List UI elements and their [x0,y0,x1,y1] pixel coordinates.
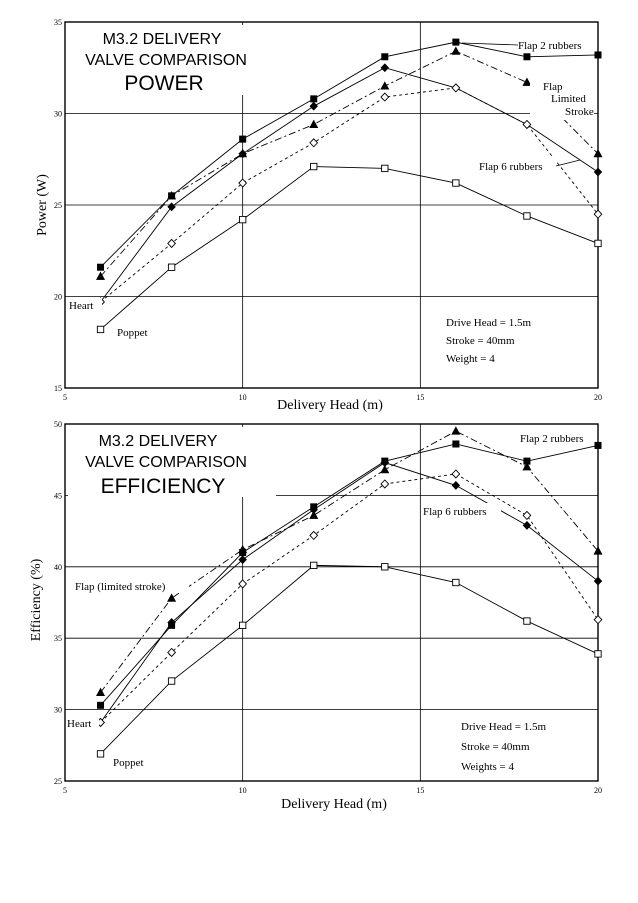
power-title-line-2: VALVE COMPARISON [85,52,247,69]
efficiency-point-flap-6-rubbers-18 [523,511,531,519]
efficiency-y-tick-40: 40 [54,562,62,572]
efficiency-y-tick-25: 25 [54,777,62,786]
power-point-heart-14 [381,64,389,72]
efficiency-point-flap-6-rubbers-20 [594,616,602,624]
efficiency-y-tick-50: 50 [54,420,62,429]
efficiency-x-tick-20: 20 [594,786,602,795]
power-title-line-1: M3.2 DELIVERY [102,31,222,48]
efficiency-point-flap-2-rubbers-20 [595,442,601,448]
power-point-flap-2-rubbers-10 [239,136,245,142]
power-point-flap-2-rubbers-6 [97,264,103,270]
efficiency-y-tick-35: 35 [54,634,62,644]
power-point-poppet-12 [311,163,317,169]
power-y-tick-30: 30 [54,109,62,119]
power-title-line-3: POWER [124,72,204,95]
power-condition-stroke: Stroke = 40mm [446,335,515,347]
power-y-tick-25: 25 [54,201,62,210]
power-point-flap-limited-stroke-14 [381,82,389,89]
power-x-tick-5: 5 [63,393,67,402]
efficiency-point-flap-limited-stroke-8 [168,594,176,601]
power-series-line-poppet [101,167,598,330]
efficiency-point-heart-16 [452,481,460,489]
efficiency-label-flap-2-rubbers: Flap 2 rubbers [520,433,584,445]
efficiency-x-tick-5: 5 [63,786,67,795]
power-point-poppet-14 [382,165,388,171]
power-point-flap-2-rubbers-20 [595,52,601,58]
power-point-flap-6-rubbers-16 [452,84,460,92]
efficiency-condition-drive-head: Drive Head = 1.5m [461,721,547,733]
power-conditions [446,317,531,365]
efficiency-label-poppet: Poppet [113,757,144,769]
efficiency-point-poppet-8 [168,678,174,684]
power-point-poppet-20 [595,240,601,246]
efficiency-point-poppet-6 [97,751,103,757]
power-point-poppet-8 [168,264,174,270]
power-label-heart: Heart [69,300,94,312]
power-chart [35,18,602,413]
power-point-heart-12 [310,102,318,110]
power-point-flap-2-rubbers-12 [311,96,317,102]
efficiency-label-flap-6-rubbers: Flap 6 rubbers [423,506,487,518]
efficiency-point-flap-6-rubbers-16 [452,470,460,478]
power-y-axis-label: Power (W) [35,174,50,236]
power-point-poppet-16 [453,180,459,186]
power-label-flap-limited-1: Flap [543,81,563,93]
efficiency-condition-weights: Weights = 4 [461,761,514,773]
efficiency-title-line-3: EFFICIENCY [100,475,226,498]
efficiency-series-line-flap-6-rubbers [101,474,598,722]
efficiency-point-flap-2-rubbers-16 [453,441,459,447]
power-point-flap-6-rubbers-8 [168,239,176,247]
power-point-flap-2-rubbers-14 [382,54,388,60]
efficiency-point-flap-6-rubbers-12 [310,531,318,539]
efficiency-conditions [461,721,546,773]
power-point-poppet-18 [524,213,530,219]
efficiency-point-poppet-20 [595,651,601,657]
efficiency-point-flap-limited-stroke-16 [452,427,460,434]
power-point-flap-2-rubbers-16 [453,39,459,45]
efficiency-point-flap-2-rubbers-6 [97,702,103,708]
power-point-poppet-10 [239,216,245,222]
efficiency-label-flap-limited-stroke: Flap (limited stroke) [75,581,166,593]
power-point-flap-6-rubbers-12 [310,139,318,147]
efficiency-chart [29,420,602,812]
power-point-flap-6-rubbers-14 [381,93,389,101]
power-x-tick-20: 20 [594,393,602,402]
power-title-box [75,25,283,95]
efficiency-point-poppet-18 [524,618,530,624]
efficiency-x-tick-10: 10 [238,786,247,795]
power-point-flap-limited-stroke-16 [452,47,460,54]
efficiency-point-heart-20 [594,577,602,585]
efficiency-title-box [68,427,276,498]
efficiency-point-flap-6-rubbers-14 [381,480,389,488]
efficiency-point-poppet-12 [311,562,317,568]
efficiency-condition-stroke: Stroke = 40mm [461,741,530,753]
efficiency-point-poppet-16 [453,579,459,585]
power-label-flap-6-rubbers: Flap 6 rubbers [479,161,543,173]
efficiency-y-tick-45: 45 [54,491,62,501]
power-condition-weight: Weight = 4 [446,353,495,365]
power-point-flap-limited-stroke-18 [523,78,531,85]
power-point-heart-20 [594,168,602,176]
power-point-flap-limited-stroke-12 [310,120,318,127]
efficiency-title-line-2: VALVE COMPARISON [85,454,247,471]
power-label-flap-2-rubbers: Flap 2 rubbers [518,40,582,52]
power-x-axis-label: Delivery Head (m) [277,398,383,413]
efficiency-x-tick-15: 15 [416,786,425,795]
power-x-tick-10: 10 [238,393,247,402]
power-label-flap-limited-2: Limited [551,93,586,105]
efficiency-point-poppet-14 [382,564,388,570]
efficiency-x-axis-label: Delivery Head (m) [281,797,387,812]
power-point-flap-2-rubbers-18 [524,54,530,60]
power-x-tick-15: 15 [416,393,425,402]
power-point-heart-8 [168,203,176,211]
power-point-poppet-6 [97,326,103,332]
efficiency-point-poppet-10 [239,622,245,628]
power-y-tick-15: 15 [54,384,62,393]
efficiency-point-heart-18 [523,521,531,529]
power-condition-drive-head: Drive Head = 1.5m [446,317,532,329]
efficiency-y-axis-label: Efficiency (%) [29,558,44,642]
efficiency-y-tick-30: 30 [54,705,62,715]
power-label-poppet: Poppet [117,327,148,339]
efficiency-title-line-1: M3.2 DELIVERY [98,433,218,450]
power-label-flap-limited-3: Stroke [565,106,594,118]
power-y-tick-20: 20 [54,292,62,302]
efficiency-label-heart: Heart [67,718,92,730]
power-leader-flap-6 [556,160,580,166]
power-y-tick-35: 35 [54,18,62,27]
